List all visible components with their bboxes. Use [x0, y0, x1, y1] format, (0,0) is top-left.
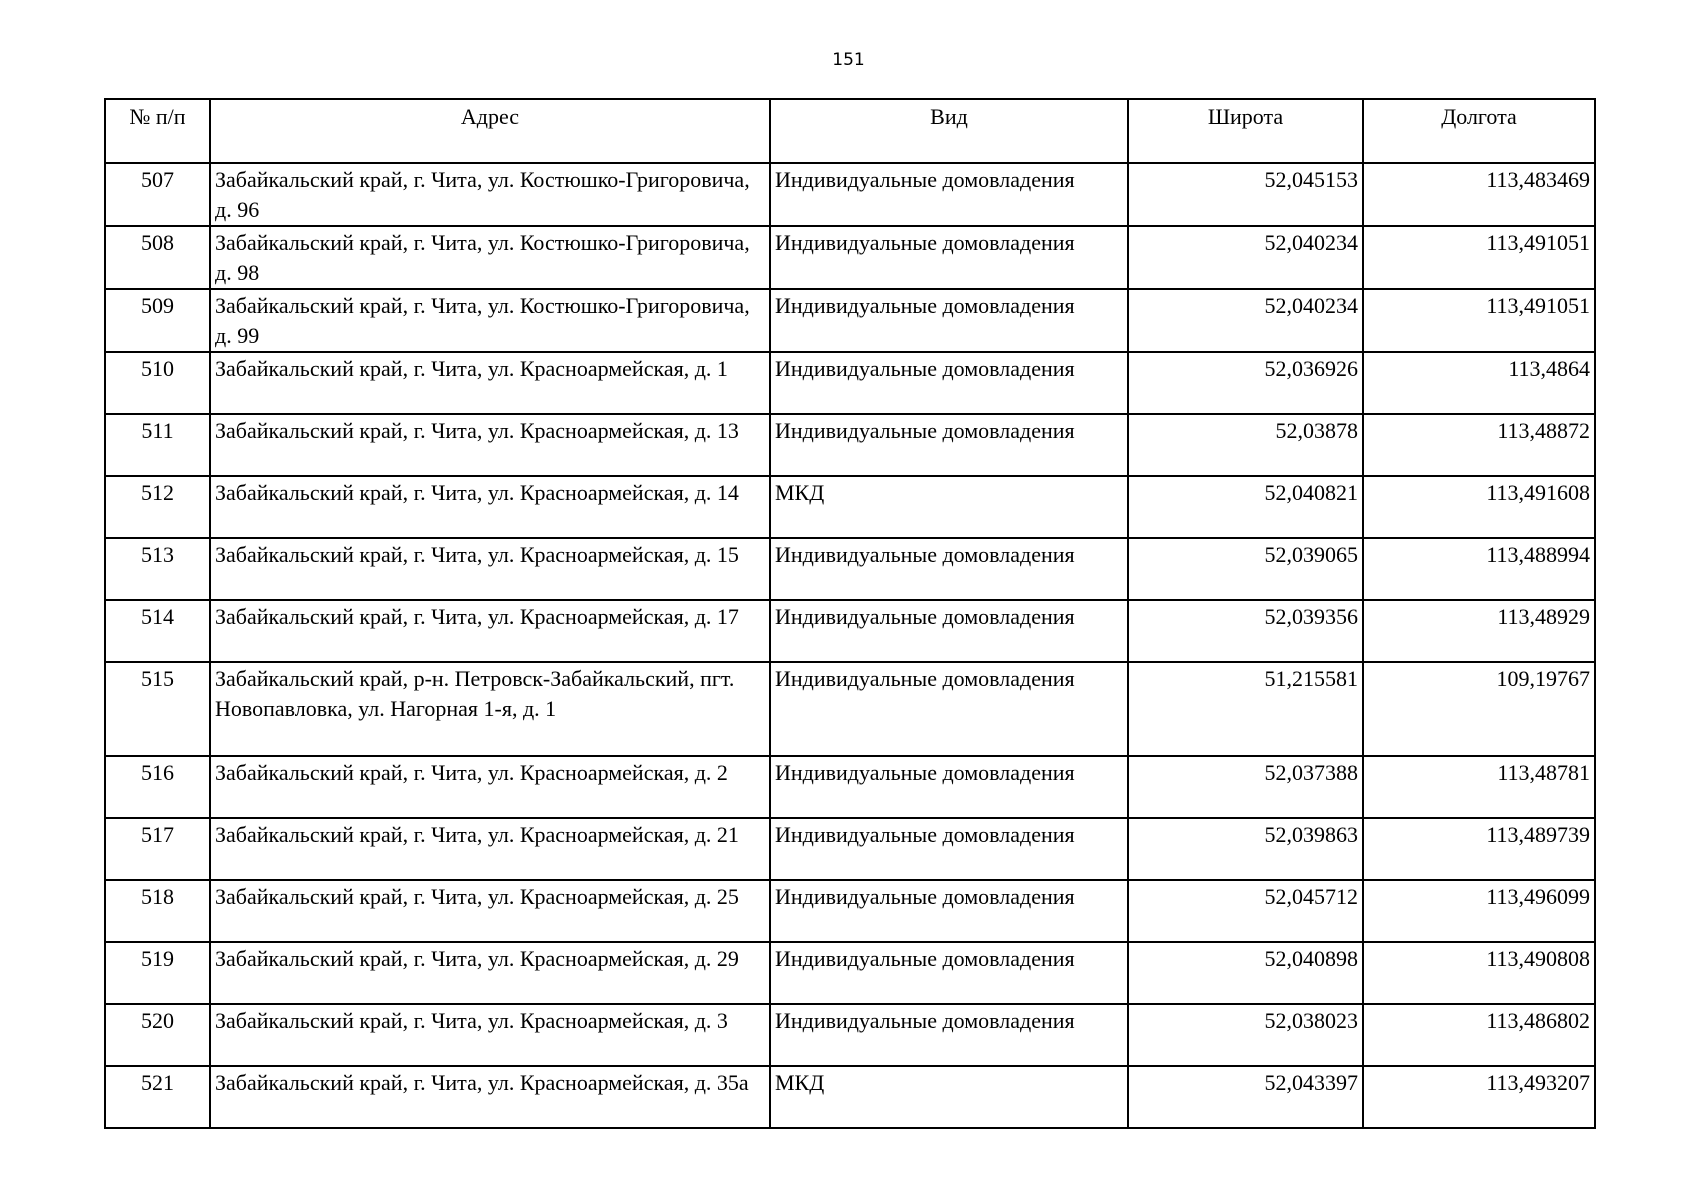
- cell-lat: 52,045712: [1128, 880, 1363, 942]
- cell-address: Забайкальский край, г. Чита, ул. Красноармейская, д. 15: [210, 538, 770, 600]
- cell-lon: 113,48781: [1363, 756, 1595, 818]
- cell-lon: 113,488994: [1363, 538, 1595, 600]
- table-header-row: [105, 99, 1595, 163]
- cell-num: 520: [105, 1004, 210, 1066]
- cell-lat: 52,045153: [1128, 163, 1363, 226]
- cell-lat: 52,043397: [1128, 1066, 1363, 1128]
- cell-lat: 52,036926: [1128, 352, 1363, 414]
- address-table: [104, 98, 1596, 1129]
- cell-type: МКД: [770, 1066, 1128, 1128]
- cell-type: Индивидуальные домовладения: [770, 352, 1128, 414]
- header-address: Адрес: [210, 99, 770, 163]
- cell-lat: 52,040898: [1128, 942, 1363, 1004]
- cell-type: МКД: [770, 476, 1128, 538]
- cell-type: Индивидуальные домовладения: [770, 414, 1128, 476]
- cell-num: 508: [105, 226, 210, 289]
- cell-address: Забайкальский край, г. Чита, ул. Красноармейская, д. 2: [210, 756, 770, 818]
- table-row: [105, 1066, 1595, 1128]
- table-row: [105, 538, 1595, 600]
- table-row: [105, 600, 1595, 662]
- table-row: [105, 880, 1595, 942]
- cell-lat: 52,040821: [1128, 476, 1363, 538]
- cell-address: Забайкальский край, р-н. Петровск-Забайкальский, пгт. Новопавловка, ул. Нагорная 1-я, д. 1: [210, 662, 770, 756]
- cell-address: Забайкальский край, г. Чита, ул. Красноармейская, д. 17: [210, 600, 770, 662]
- cell-address: Забайкальский край, г. Чита, ул. Красноармейская, д. 14: [210, 476, 770, 538]
- cell-lon: 113,493207: [1363, 1066, 1595, 1128]
- cell-address: Забайкальский край, г. Чита, ул. Красноармейская, д. 21: [210, 818, 770, 880]
- cell-type: Индивидуальные домовладения: [770, 1004, 1128, 1066]
- page-number: 151: [832, 50, 865, 70]
- cell-lat: 52,039356: [1128, 600, 1363, 662]
- cell-num: 510: [105, 352, 210, 414]
- cell-type: Индивидуальные домовладения: [770, 662, 1128, 756]
- cell-lat: 52,039863: [1128, 818, 1363, 880]
- cell-address: Забайкальский край, г. Чита, ул. Красноармейская, д. 3: [210, 1004, 770, 1066]
- cell-lon: 113,496099: [1363, 880, 1595, 942]
- table-row: [105, 756, 1595, 818]
- cell-num: 513: [105, 538, 210, 600]
- header-lon: Долгота: [1363, 99, 1595, 163]
- cell-address: Забайкальский край, г. Чита, ул. Красноармейская, д. 1: [210, 352, 770, 414]
- table-row: [105, 662, 1595, 756]
- cell-address: Забайкальский край, г. Чита, ул. Костюшко-Григоровича, д. 98: [210, 226, 770, 289]
- table-row: [105, 414, 1595, 476]
- cell-type: Индивидуальные домовладения: [770, 226, 1128, 289]
- table-row: [105, 163, 1595, 226]
- table-row: [105, 352, 1595, 414]
- cell-lat: 52,040234: [1128, 226, 1363, 289]
- cell-num: 517: [105, 818, 210, 880]
- cell-address: Забайкальский край, г. Чита, ул. Костюшко-Григоровича, д. 99: [210, 289, 770, 352]
- cell-lon: 113,486802: [1363, 1004, 1595, 1066]
- header-num: № п/п: [105, 99, 210, 163]
- cell-type: Индивидуальные домовладения: [770, 538, 1128, 600]
- cell-lat: 52,040234: [1128, 289, 1363, 352]
- cell-lon: 113,491051: [1363, 289, 1595, 352]
- table-row: [105, 226, 1595, 289]
- cell-lon: 113,48872: [1363, 414, 1595, 476]
- cell-num: 511: [105, 414, 210, 476]
- table-row: [105, 476, 1595, 538]
- cell-type: Индивидуальные домовладения: [770, 756, 1128, 818]
- cell-num: 518: [105, 880, 210, 942]
- header-type: Вид: [770, 99, 1128, 163]
- cell-type: Индивидуальные домовладения: [770, 880, 1128, 942]
- table-row: [105, 818, 1595, 880]
- cell-lat: 52,037388: [1128, 756, 1363, 818]
- cell-type: Индивидуальные домовладения: [770, 818, 1128, 880]
- cell-lon: 113,490808: [1363, 942, 1595, 1004]
- table-row: [105, 1004, 1595, 1066]
- cell-num: 516: [105, 756, 210, 818]
- cell-address: Забайкальский край, г. Чита, ул. Костюшко-Григоровича, д. 96: [210, 163, 770, 226]
- cell-lat: 52,038023: [1128, 1004, 1363, 1066]
- cell-lon: 113,48929: [1363, 600, 1595, 662]
- table-row: [105, 942, 1595, 1004]
- cell-address: Забайкальский край, г. Чита, ул. Красноармейская, д. 13: [210, 414, 770, 476]
- cell-address: Забайкальский край, г. Чита, ул. Красноармейская, д. 25: [210, 880, 770, 942]
- table-row: [105, 289, 1595, 352]
- cell-lat: 51,215581: [1128, 662, 1363, 756]
- cell-num: 507: [105, 163, 210, 226]
- cell-num: 512: [105, 476, 210, 538]
- cell-lon: 113,491051: [1363, 226, 1595, 289]
- header-lat: Широта: [1128, 99, 1363, 163]
- cell-type: Индивидуальные домовладения: [770, 289, 1128, 352]
- cell-type: Индивидуальные домовладения: [770, 942, 1128, 1004]
- cell-lat: 52,03878: [1128, 414, 1363, 476]
- cell-num: 521: [105, 1066, 210, 1128]
- cell-lon: 109,19767: [1363, 662, 1595, 756]
- cell-type: Индивидуальные домовладения: [770, 600, 1128, 662]
- cell-lon: 113,489739: [1363, 818, 1595, 880]
- cell-lon: 113,483469: [1363, 163, 1595, 226]
- cell-address: Забайкальский край, г. Чита, ул. Красноармейская, д. 29: [210, 942, 770, 1004]
- cell-num: 514: [105, 600, 210, 662]
- cell-lon: 113,491608: [1363, 476, 1595, 538]
- cell-address: Забайкальский край, г. Чита, ул. Красноармейская, д. 35а: [210, 1066, 770, 1128]
- cell-num: 519: [105, 942, 210, 1004]
- cell-num: 515: [105, 662, 210, 756]
- cell-lat: 52,039065: [1128, 538, 1363, 600]
- cell-lon: 113,4864: [1363, 352, 1595, 414]
- cell-type: Индивидуальные домовладения: [770, 163, 1128, 226]
- cell-num: 509: [105, 289, 210, 352]
